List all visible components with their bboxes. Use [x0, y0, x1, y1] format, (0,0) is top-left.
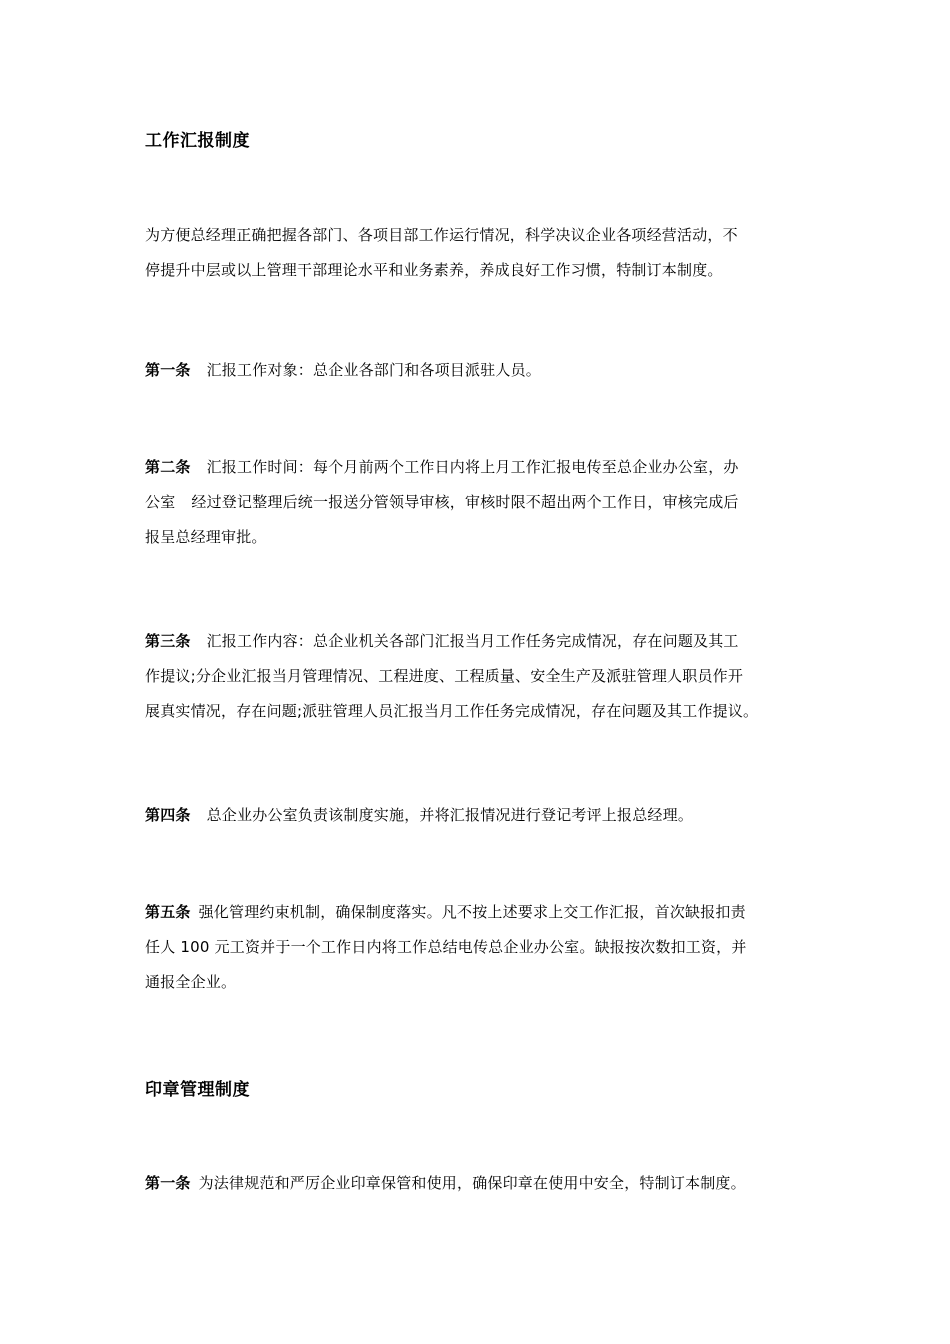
article-label: 第四条	[145, 806, 191, 824]
article-text: 经过登记整理后统一报送分管领导审核，审核时限不超出两个工作日，审核完成后	[191, 493, 739, 511]
seal-article-1	[145, 1166, 815, 1201]
article-text: 任人 100 元工资并于一个工作日内将工作总结电传总企业办公室。缺报按次数扣工资，并	[145, 938, 747, 956]
article-label: 第二条	[145, 458, 191, 476]
article-text: 为法律规范和严厉企业印章保管和使用，确保印章在使用中安全，特制订本制度。	[198, 1174, 746, 1192]
article-label: 第一条	[145, 1174, 191, 1192]
article-1	[145, 353, 815, 388]
intro-line-2: 停提升中层或以上管理干部理论水平和业务素养，养成良好工作习惯，特制订本制度。	[145, 261, 723, 279]
article-text: 强化管理约束机制，确保制度落实。凡不按上述要求上交工作汇报，首次缺报扣责	[198, 903, 746, 921]
section-title-seal-management: 印章管理制度	[145, 1080, 250, 1100]
article-label: 第三条	[145, 632, 191, 650]
article-5	[145, 895, 815, 1000]
article-text: 报呈总经理审批。	[145, 528, 267, 546]
intro-line-1: 为方便总经理正确把握各部门、各项目部工作运行情况，科学决议企业各项经营活动，不	[145, 226, 738, 244]
article-text: 汇报工作对象：总企业各部门和各项目派驻人员。	[206, 361, 542, 379]
article-3	[145, 624, 815, 729]
article-text: 展真实情况，存在问题;派驻管理人员汇报当月工作任务完成情况，存在问题及其工作提议。	[145, 702, 759, 720]
section-title-work-report: 工作汇报制度	[145, 131, 250, 151]
article-label: 第一条	[145, 361, 191, 379]
article-2	[145, 450, 815, 555]
article-4	[145, 798, 815, 833]
intro-paragraph	[145, 218, 815, 288]
article-text: 通报全企业。	[145, 973, 237, 991]
article-text: 作提议;分企业汇报当月管理情况、工程进度、工程质量、安全生产及派驻管理人职员作开	[145, 667, 744, 685]
article-text: 汇报工作时间：每个月前两个工作日内将上月工作汇报电传至总企业办公室，办	[206, 458, 739, 476]
article-text: 汇报工作内容：总企业机关各部门汇报当月工作任务完成情况，存在问题及其工	[206, 632, 739, 650]
article-text: 公室	[145, 493, 176, 511]
article-text: 总企业办公室负责该制度实施，并将汇报情况进行登记考评上报总经理。	[206, 806, 694, 824]
article-label: 第五条	[145, 903, 191, 921]
